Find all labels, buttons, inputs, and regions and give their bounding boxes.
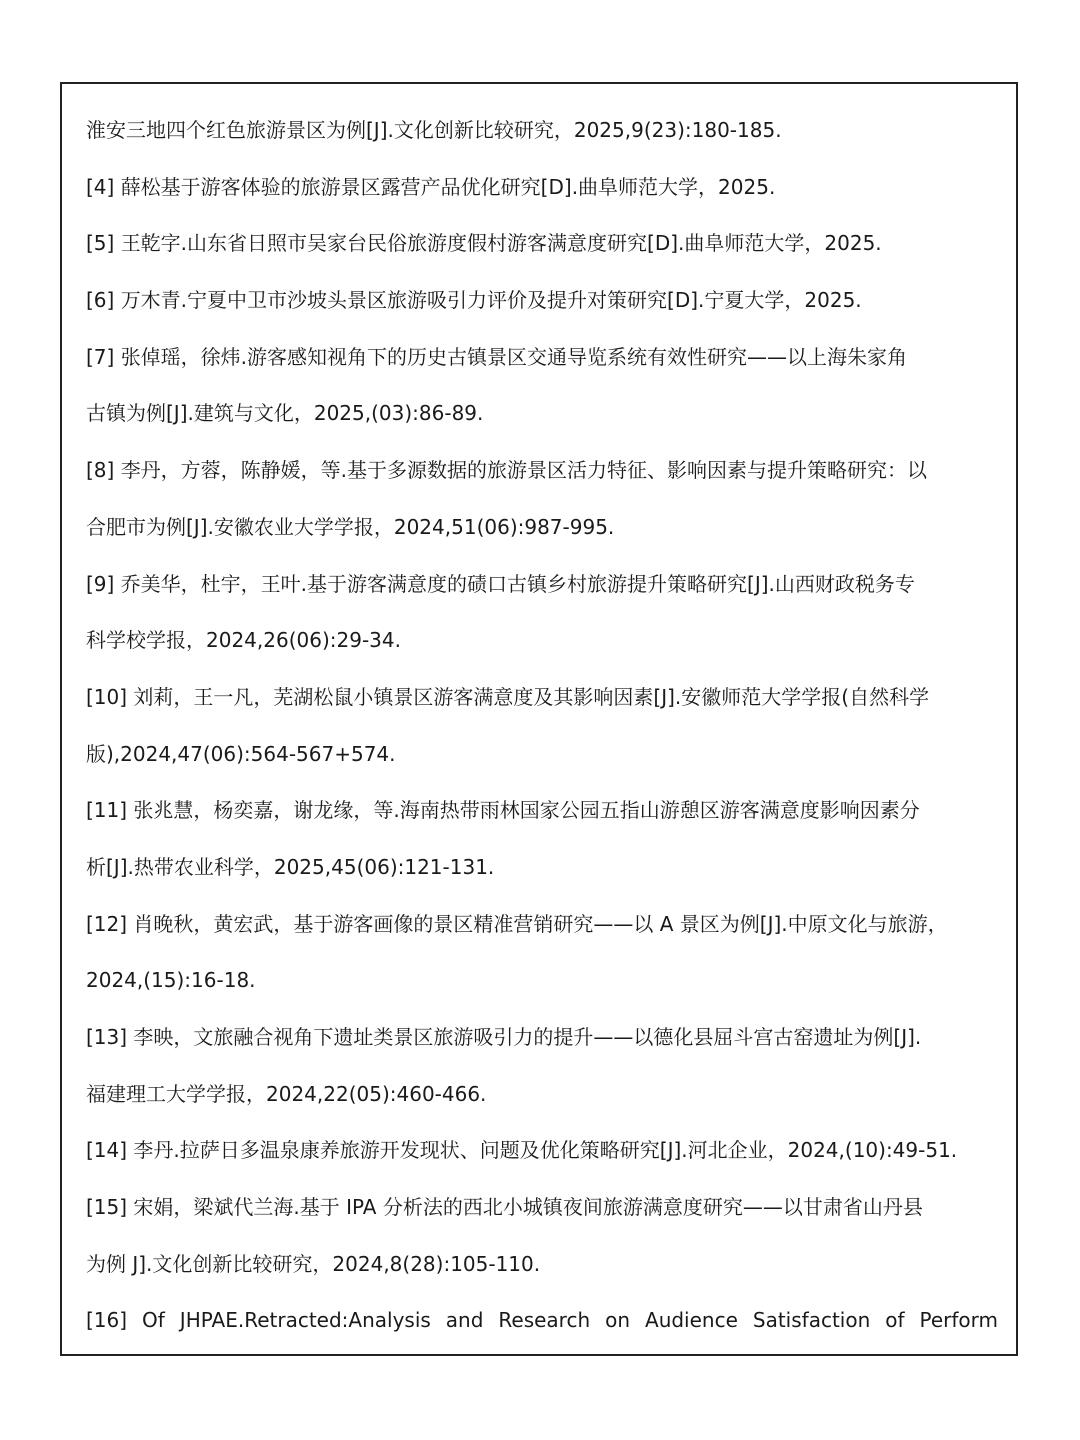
reference-line: [10] 刘莉，王一凡，芜湖松鼠小镇景区游客满意度及其影响因素[J].安徽师范大学学报(自然科学 xyxy=(86,684,930,709)
reference-line: [15] 宋娟，梁斌代兰海.基于 IPA 分析法的西北小城镇夜间旅游满意度研究——以甘肃省山丹县 xyxy=(86,1195,923,1220)
reference-line: [9] 乔美华，杜宇，王叶.基于游客满意度的碛口古镇乡村旅游提升策略研究[J].山西财政税务专 xyxy=(86,571,915,596)
reference-line: [14] 李丹.拉萨日多温泉康养旅游开发现状、问题及优化策略研究[J].河北企业，2024,(10):49-51. xyxy=(86,1138,958,1163)
reference-line: 科学校学报，2024,26(06):29-34. xyxy=(86,628,401,653)
reference-line: [12] 肖晚秋，黄宏武，基于游客画像的景区精准营销研究——以 A 景区为例[J].中原文化与旅游， xyxy=(86,911,948,936)
reference-list xyxy=(86,102,998,1349)
reference-line: 福建理工大学学报，2024,22(05):460-466. xyxy=(86,1081,487,1106)
reference-line: [6] 万木青.宁夏中卫市沙坡头景区旅游吸引力评价及提升对策研究[D].宁夏大学，2025. xyxy=(86,288,862,313)
reference-line: [11] 张兆慧，杨奕嘉，谢龙缘，等.海南热带雨林国家公园五指山游憩区游客满意度影响因素分 xyxy=(86,798,920,823)
reference-line: [4] 薛松基于游客体验的旅游景区露营产品优化研究[D].曲阜师范大学，2025. xyxy=(86,174,776,199)
reference-line: [5] 王乾字.山东省日照市吴家台民俗旅游度假村游客满意度研究[D].曲阜师范大学，2025. xyxy=(86,231,882,256)
reference-line: 古镇为例[J].建筑与文化，2025,(03):86-89. xyxy=(86,401,484,426)
reference-line: 版),2024,47(06):564-567+574. xyxy=(86,741,396,766)
reference-line: [8] 李丹，方蓉，陈静媛，等.基于多源数据的旅游景区活力特征、影响因素与提升策略研究：以 xyxy=(86,458,928,483)
reference-line: 合肥市为例[J].安徽农业大学学报，2024,51(06):987-995. xyxy=(86,514,615,539)
reference-line: 析[J].热带农业科学，2025,45(06):121-131. xyxy=(86,854,495,879)
reference-line: [16] Of JHPAE.Retracted:Analysis and Research on Audience Satisfaction of Perform xyxy=(86,1308,998,1333)
reference-line: 2024,(15):16-18. xyxy=(86,968,256,993)
reference-line: [13] 李映，文旅融合视角下遗址类景区旅游吸引力的提升——以德化县屈斗宫古窑遗址为例[J]. xyxy=(86,1025,922,1049)
reference-line: [7] 张倬瑶，徐炜.游客感知视角下的历史古镇景区交通导览系统有效性研究——以上海朱家角 xyxy=(86,344,908,369)
reference-line: 为例 J].文化创新比较研究，2024,8(28):105-110. xyxy=(86,1251,541,1276)
reference-line: 淮安三地四个红色旅游景区为例[J].文化创新比较研究，2025,9(23):180-185. xyxy=(86,118,782,142)
